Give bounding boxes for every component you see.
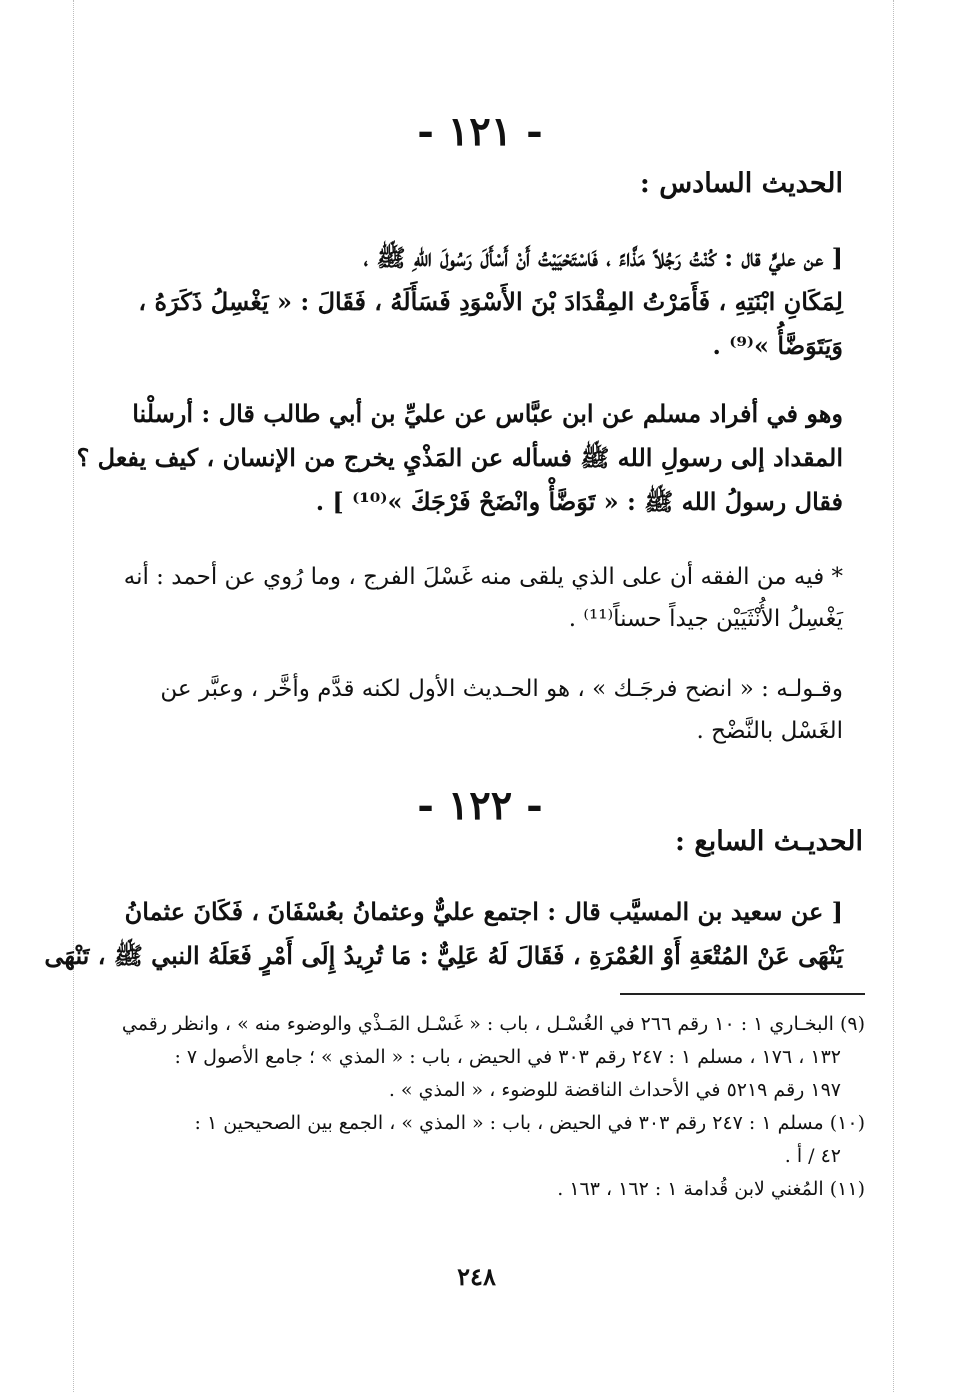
text-line: [ عن سعيد بن المسيَّب قال : اجتمع عليٌّ وعثمانُ بعُسْفَانَ ، فَكَانَ عثمانُ	[124, 897, 843, 926]
text-line: لِمَكَانِ ابْنَتِهِ ، فَأَمَرْتُ المِقْدَادَ بْنَ الأَسْوَدِ فَسَأَلَهُ ، فَقَالَ : « يَغْسِلُ ذَكَرَهُ ،	[138, 287, 843, 316]
section-number: - ١٢٢ -	[417, 782, 543, 829]
footnotes	[118, 1008, 865, 1206]
hadith-text	[76, 392, 843, 524]
text-line: * فيه من الفقه أن على الذي يلقى منه غَسْلَ الفرج ، وما رُوي عن أحمد : أنه	[123, 564, 843, 590]
footnote-line: (٩) البخـاري ١ : ١٠ رقم ٢٦٦ في الغُسْـل ، باب : « غَسْـل المَـذْي والوضوء منه » ، وانظر رقمي	[121, 1013, 865, 1035]
footnote-line: (١٠) مسلم ١ : ٢٤٧ رقم ٣٠٣ في الحيض ، باب : « المذي » ، الجمع بين الصحيحين ١ :	[194, 1112, 865, 1134]
commentary-text	[110, 668, 843, 752]
hadith-text	[44, 890, 843, 978]
scan-dotted-line	[893, 0, 894, 1392]
footnote-line: ٤٢ / أ .	[784, 1145, 841, 1167]
text-line: المقداد إلى رسولِ الله ﷺ فسأله عن المَذْيِ يخرج من الإنسان ، كيف يفعل ؟	[76, 443, 843, 472]
text-line: يَغْسِلُ الأُنْثَيَيْن جيداً حسناً⁽¹¹⁾ .	[568, 606, 843, 632]
footnote-separator	[620, 993, 865, 995]
text-line: الغَسْل بالنَّضْح .	[696, 718, 843, 744]
commentary-text	[110, 556, 843, 640]
text-line: فقال رسولُ الله ﷺ : « تَوَضَّأْ وانْضَحْ فَرْجَكَ »⁽¹⁰⁾ ] .	[315, 487, 843, 516]
text-line: وَيَتَوَضَّأُ »⁽⁹⁾ .	[712, 331, 843, 360]
text-line: يَنْهَى عَنْ المُتْعَةِ أَوْ العُمْرَةِ ، فَقَالَ لَهُ عَلِيٌّ : مَا تُرِيدُ إِلَى أَمْرٍ فَعَلَهُ النبي ﷺ ، تَنْهَى	[44, 941, 843, 970]
footnote-line: (١١) المُغني لابن قُدامة ١ : ١٦٢ ، ١٦٣ .	[557, 1178, 865, 1200]
hadith-text	[110, 236, 843, 368]
scan-dotted-line	[73, 0, 74, 1392]
section-number: - ١٢١ -	[417, 108, 543, 155]
hadith-title: الحديث السادس :	[639, 168, 843, 199]
footnote-line: ١٣٢ ، ١٧٦ ، مسلم ١ : ٢٤٧ رقم ٣٠٣ في الحيض ، باب : « المذي » ؛ جامع الأصول ٧ :	[174, 1046, 841, 1068]
page-number: ٢٤٨	[457, 1262, 496, 1291]
footnote-line: ١٩٧ رقم ٥٢١٩ في الأحداث الناقضة للوضوء ، « المذي » .	[388, 1079, 841, 1101]
hadith-title: الحديـث السابع :	[675, 826, 863, 857]
text-line: وقـولـه : « انضح فرجَـك » ، هو الحـديث الأول لكنه قدَّم وأخَّر ، وعبَّر عن	[160, 676, 843, 702]
text-line: وهو في أفراد مسلم عن ابن عبَّاس عن عليِّ بن أبي طالب قال : أرسلْنا	[132, 399, 843, 428]
text-line: [ عن عليٍّ قال : كُنْتُ رَجُلاً مَذَّاءً ، فَاسْتَحْيَيْتُ أَنْ أَسْأَلَ رَسُولَ اللهِ ﷺ ،	[363, 243, 843, 272]
